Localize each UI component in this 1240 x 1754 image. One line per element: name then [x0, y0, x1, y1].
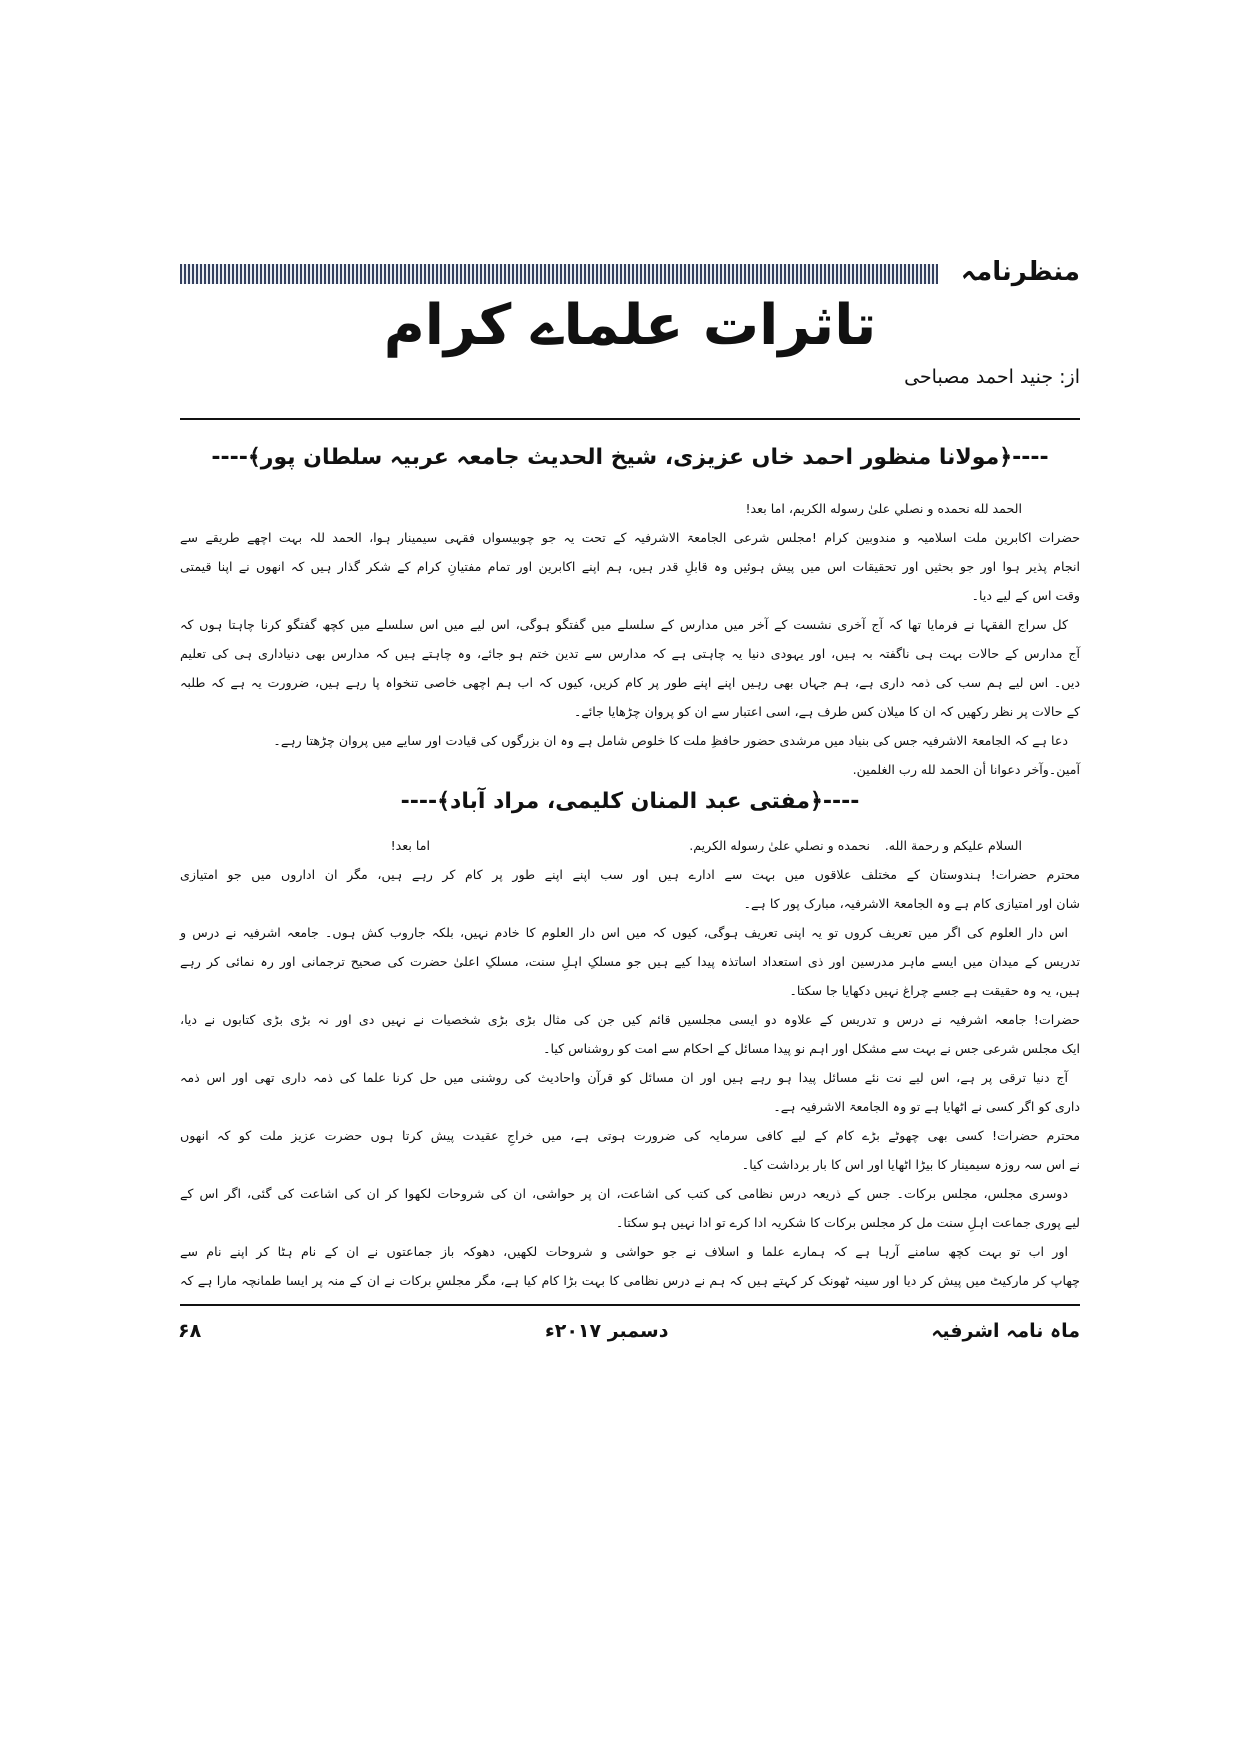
line-text: انجام پذیر ہوا اور جو بحثیں اور تحقیقات اس میں پیش ہوئیں وہ قابلِ قدر ہیں، ہم اپنے اکابرین اور تمام مفتیانِ کرام کے شکر گذار ہیں کہ انھوں نے اپنا قیمتی — [180, 559, 1080, 574]
section-heading — [180, 784, 1080, 820]
article-title-text: تاثرات علماے کرام — [383, 293, 877, 358]
line-text: آمین۔وآخر دعوانا أن الحمد لله رب الغلمين. — [852, 762, 1080, 777]
top-divider — [180, 418, 1080, 420]
line-text: حضرات اکابرین ملت اسلامیہ و مندوبین کرام !مجلس شرعی الجامعۃ الاشرفیہ کے تحت یہ جو چوبیسواں فقہی سیمینار ہوا، الحمد للہ بہت اچھے طریقے سے — [180, 530, 1080, 545]
line-text: حضرات! جامعہ اشرفیہ نے درس و تدریس کے علاوہ دو ایسی مجلسیں قائم کیں جن کی مثال بڑی بڑی شخصیات نے نہیں دی اور نہ بڑی بڑی کتابوں نے دیا، — [180, 1012, 1080, 1027]
section-heading-text: ----﴿مولانا منظور احمد خاں عزیزی، شیخ الحدیث جامعہ عربیہ سلطان پور﴾---- — [211, 445, 1049, 470]
section-heading-text: ----﴿مفتی عبد المنان کلیمی، مراد آباد﴾---- — [400, 789, 860, 814]
section-body — [180, 494, 1080, 784]
bottom-divider — [180, 1304, 1080, 1306]
section-heading — [180, 440, 1080, 476]
text-line — [180, 889, 1080, 918]
text-line — [180, 1005, 1080, 1034]
text-line — [180, 726, 1080, 755]
section-label: منظرنامہ — [960, 257, 1080, 287]
text-line — [180, 581, 1080, 610]
line-text: محترم حضرات! ہندوستان کے مختلف علاقوں میں بہت سے ادارے ہیں اور سب اپنے اپنے طور پر کام کر رہے ہیں، مگر ان اداروں میں جو امتیازی — [180, 867, 1080, 882]
line-text: دیں۔ اس لیے ہم سب کی ذمہ داری ہے، ہم جہاں بھی رہیں اپنے اپنے طور پر کام کریں، کیوں کہ اب ہم اچھی خاصی تنخواہ پا رہے ہیں، ضرورت یہ ہے کہ طلبہ — [180, 675, 1080, 690]
text-line — [180, 1237, 1080, 1266]
text-line — [180, 918, 1080, 947]
text-line — [180, 976, 1080, 1005]
line-text: ایک مجلس شرعی جس نے بہت سے مشکل اور اہم نو پیدا مسائل کے احکام سے امت کو روشناس کیا۔ — [543, 1041, 1080, 1056]
header-striped-bar — [180, 264, 938, 284]
text-line — [180, 610, 1080, 639]
line-text: الحمد لله نحمده و نصلي علیٰ رسوله الكريم، اما بعد! — [745, 501, 1022, 516]
text-line — [180, 494, 1080, 523]
page-number: ۶۸ — [178, 1320, 202, 1342]
line-text: آج دنیا ترقی پر ہے، اس لیے نت نئے مسائل پیدا ہو رہے ہیں اور ان مسائل کو قرآن واحادیث کی روشنی میں حل کرنا علما کی ذمہ داری تھی اور اس ذمہ — [180, 1070, 1068, 1085]
text-line — [180, 639, 1080, 668]
greeting-salam: السلام عليكم و رحمة الله. — [884, 838, 1022, 853]
text-line — [180, 1179, 1080, 1208]
greeting-line — [180, 831, 1080, 860]
issue-date: دسمبر ۲۰۱۷ء — [545, 1320, 669, 1342]
line-text: اس دار العلوم کی اگر میں تعریف کروں تو یہ اپنی تعریف ہوگی، کیوں کہ میں اس دار العلوم کا خادم نہیں، بلکہ جاروب کش ہوں۔ جامعہ اشرفیہ نے درس و — [180, 925, 1068, 940]
text-line — [180, 1121, 1080, 1150]
text-line — [180, 1092, 1080, 1121]
line-text: نے اس سہ روزہ سیمینار کا بیڑا اٹھایا اور اس کا بار برداشت کیا۔ — [741, 1157, 1080, 1172]
text-line — [180, 697, 1080, 726]
line-text: اور اب تو بہت کچھ سامنے آرہا ہے کہ ہمارے علما و اسلاف نے جو حواشی و شروحات لکھیں، دھوکہ باز جماعتوں نے ان کے نام ہٹا کر اپنے نام سے — [180, 1244, 1068, 1259]
line-text: چھاپ کر مارکیٹ میں پیش کر دیا اور سینہ ٹھونک کر کہتے ہیں کہ ہم نے درس نظامی کا بہت بڑا کام کیا ہے، مگر مجلسِ برکات نے ان کے منہ پر ایسا طمانچہ مارا ہے کہ — [180, 1273, 1080, 1288]
text-line — [180, 947, 1080, 976]
line-text: محترم حضرات! کسی بھی چھوٹے بڑے کام کے لیے کافی سرمایہ کی ضرورت ہوتی ہے، میں خراجِ عقیدت پیش کرتا ہوں حضرت عزیز ملت کو کہ انھوں — [180, 1128, 1080, 1143]
magazine-name: ماہ نامہ اشرفیہ — [931, 1320, 1080, 1342]
greeting-hamd: نحمده و نصلي علیٰ رسوله الكريم. — [689, 838, 870, 853]
line-text: ہیں، یہ وہ حقیقت ہے جسے چراغ نہیں دکھایا جا سکتا۔ — [789, 983, 1080, 998]
line-text: کے حالات پر نظر رکھیں کہ ان کا میلان کس طرف ہے، اسی اعتبار سے ان کو پروان چڑھایا جائے۔ — [573, 704, 1080, 719]
text-line — [180, 755, 1080, 784]
article-title — [180, 286, 1080, 366]
text-line — [180, 523, 1080, 552]
line-text: لیے پوری جماعت اہلِ سنت مل کر مجلس برکات کا شکریہ ادا کرے تو ادا نہیں ہو سکتا۔ — [616, 1215, 1080, 1230]
line-text: داری کو اگر کسی نے اٹھایا ہے تو وہ الجامعۃ الاشرفیہ ہے۔ — [773, 1099, 1080, 1114]
line-text: کل سراج الفقہا نے فرمایا تھا کہ آج آخری نشست کے آخر میں مدارس کے سلسلے میں گفتگو ہوگی، اس لیے میں اس سلسلے میں کچھ گفتگو کرنا چاہتا ہوں کہ — [180, 617, 1068, 632]
line-text: شان اور امتیازی کام ہے وہ الجامعۃ الاشرفیہ، مبارک پور کا ہے۔ — [743, 896, 1080, 911]
text-line — [180, 1208, 1080, 1237]
section-body — [180, 831, 1080, 1295]
byline: از: جنید احمد مصباحی — [904, 366, 1080, 388]
text-line — [180, 1063, 1080, 1092]
text-line — [180, 1034, 1080, 1063]
text-line — [180, 668, 1080, 697]
line-text: تدریس کے میدان میں ایسے ماہر مدرسین اور ذی استعداد اساتذہ پیدا کیے ہیں جو مسلکِ اہلِ سنت، مسلکِ اعلیٰ حضرت کی صحیح ترجمانی اور رہ نمائی کر رہے — [180, 954, 1080, 969]
text-line — [180, 860, 1080, 889]
line-text: دوسری مجلس، مجلس برکات۔ جس کے ذریعہ درس نظامی کی کتب کی اشاعت، ان پر حواشی، ان کی شروحات لکھوا کر ان کی اشاعت کی گئی، اگر اس کے — [180, 1186, 1068, 1201]
text-line — [180, 1150, 1080, 1179]
greeting-amma-baad: اما بعد! — [390, 838, 430, 853]
line-text: وقت اس کے لیے دیا۔ — [971, 588, 1080, 603]
text-line — [180, 552, 1080, 581]
line-text: آج مدارس کے حالات بہت ہی ناگفتہ بہ ہیں، اور یہودی دنیا یہ چاہتی ہے کہ مدارس سے تدین ختم ہو جائے، وہ چاہتے ہیں کہ مدارس بھی دنیاداری ہی کی تعلیم — [180, 646, 1080, 661]
text-line — [180, 1266, 1080, 1295]
line-text: دعا ہے کہ الجامعۃ الاشرفیہ جس کی بنیاد میں مرشدی حضور حافظِ ملت کا خلوص شامل ہے وہ ان بزرگوں کی قیادت اور سایے میں پروان چڑھتا رہے۔ — [273, 733, 1068, 748]
